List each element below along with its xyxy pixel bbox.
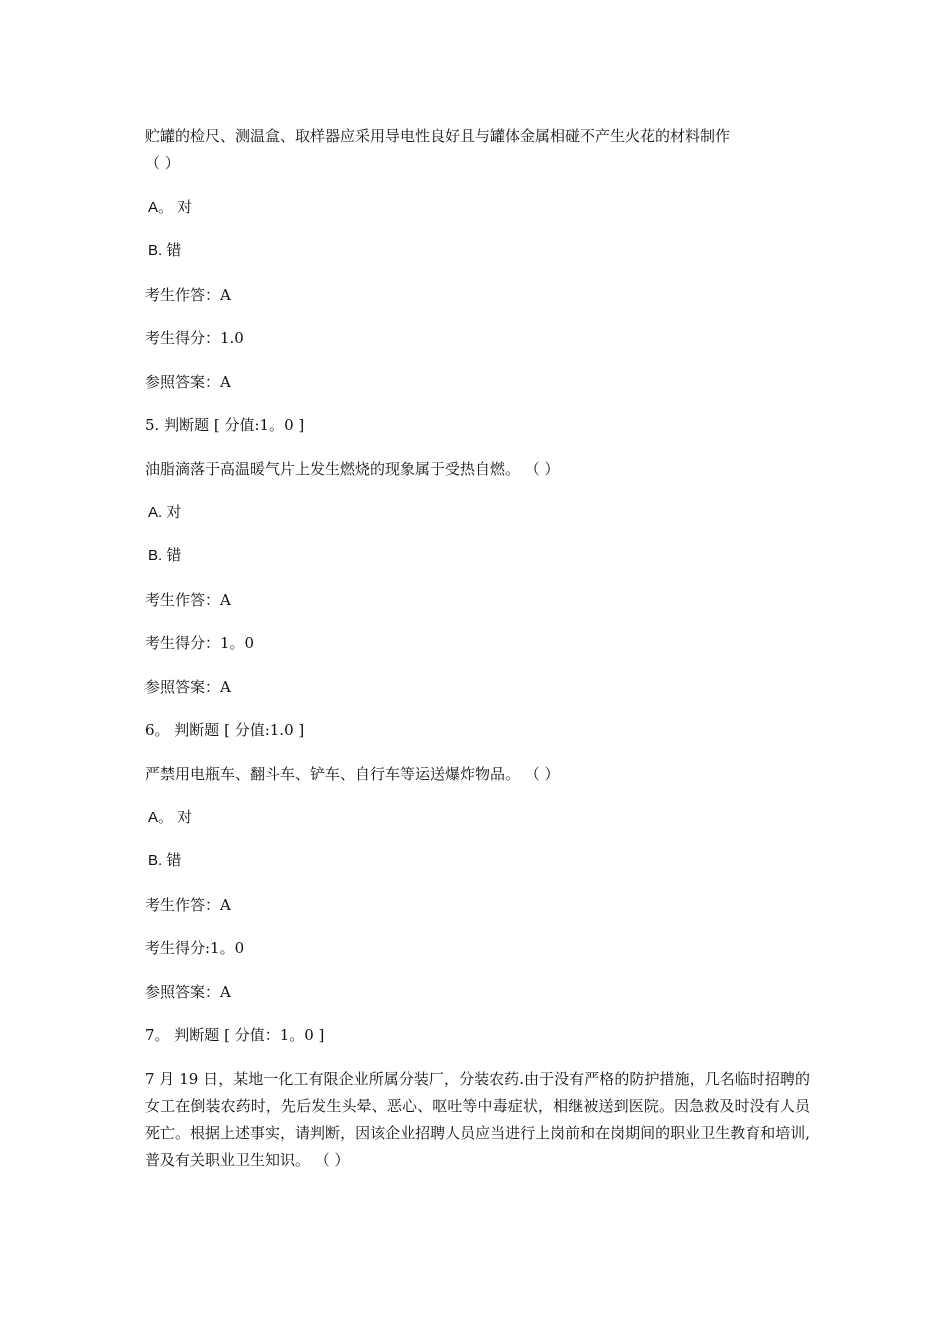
q5-student-answer: 考生作答：A — [145, 591, 231, 609]
q4-stem-line2: （ ） — [145, 154, 180, 172]
q4-stem-line1: 贮罐的检尺、测温盒、取样器应采用导电性良好且与罐体金属相碰不产生火花的材料制作 — [145, 127, 731, 145]
q4-reference-answer: 参照答案：A — [145, 373, 231, 391]
q4-option-b: B. 错 — [148, 242, 182, 259]
q4-student-score: 考生得分：1.0 — [145, 329, 244, 347]
q5-header: 5. 判断题 [ 分值:1。0 ] — [145, 416, 305, 434]
q4-student-answer: 考生作答：A — [145, 286, 231, 304]
q6-header: 6。 判断题 [ 分值:1.0 ] — [145, 721, 305, 739]
q6-student-score: 考生得分:1。0 — [145, 939, 245, 957]
q5-reference-answer: 参照答案：A — [145, 678, 231, 696]
q5-option-a: A. 对 — [148, 504, 182, 521]
q7-stem: 7 月 19 日，某地一化工有限企业所属分装厂，分装农药.由于没有严格的防护措施，几名临时招聘的女工在倒装农药时，先后发生头晕、恶心、呕吐等中毒症状，相继被送到医院。因急救及时没有人员死亡。根据上述事实，请判断，因该企业招聘人员应当进行上岗前和在岗期间的职业卫生教育和培训,普及有关职业卫生知识。 （ ） — [145, 1070, 810, 1169]
q6-reference-answer: 参照答案：A — [145, 983, 231, 1001]
q6-option-b: B. 错 — [148, 852, 182, 869]
q7-header: 7。 判断题 [ 分值：1。0 ] — [145, 1026, 325, 1044]
q5-option-b: B. 错 — [148, 547, 182, 564]
q6-option-a: A。 对 — [148, 809, 193, 826]
q6-student-answer: 考生作答：A — [145, 896, 231, 914]
q5-student-score: 考生得分：1。0 — [145, 634, 255, 652]
q6-stem: 严禁用电瓶车、翻斗车、铲车、自行车等运送爆炸物品。 （ ） — [145, 765, 560, 783]
q5-stem: 油脂滴落于高温暖气片上发生燃烧的现象属于受热自燃。 （ ） — [145, 460, 560, 478]
q4-option-a: A。 对 — [148, 199, 193, 216]
